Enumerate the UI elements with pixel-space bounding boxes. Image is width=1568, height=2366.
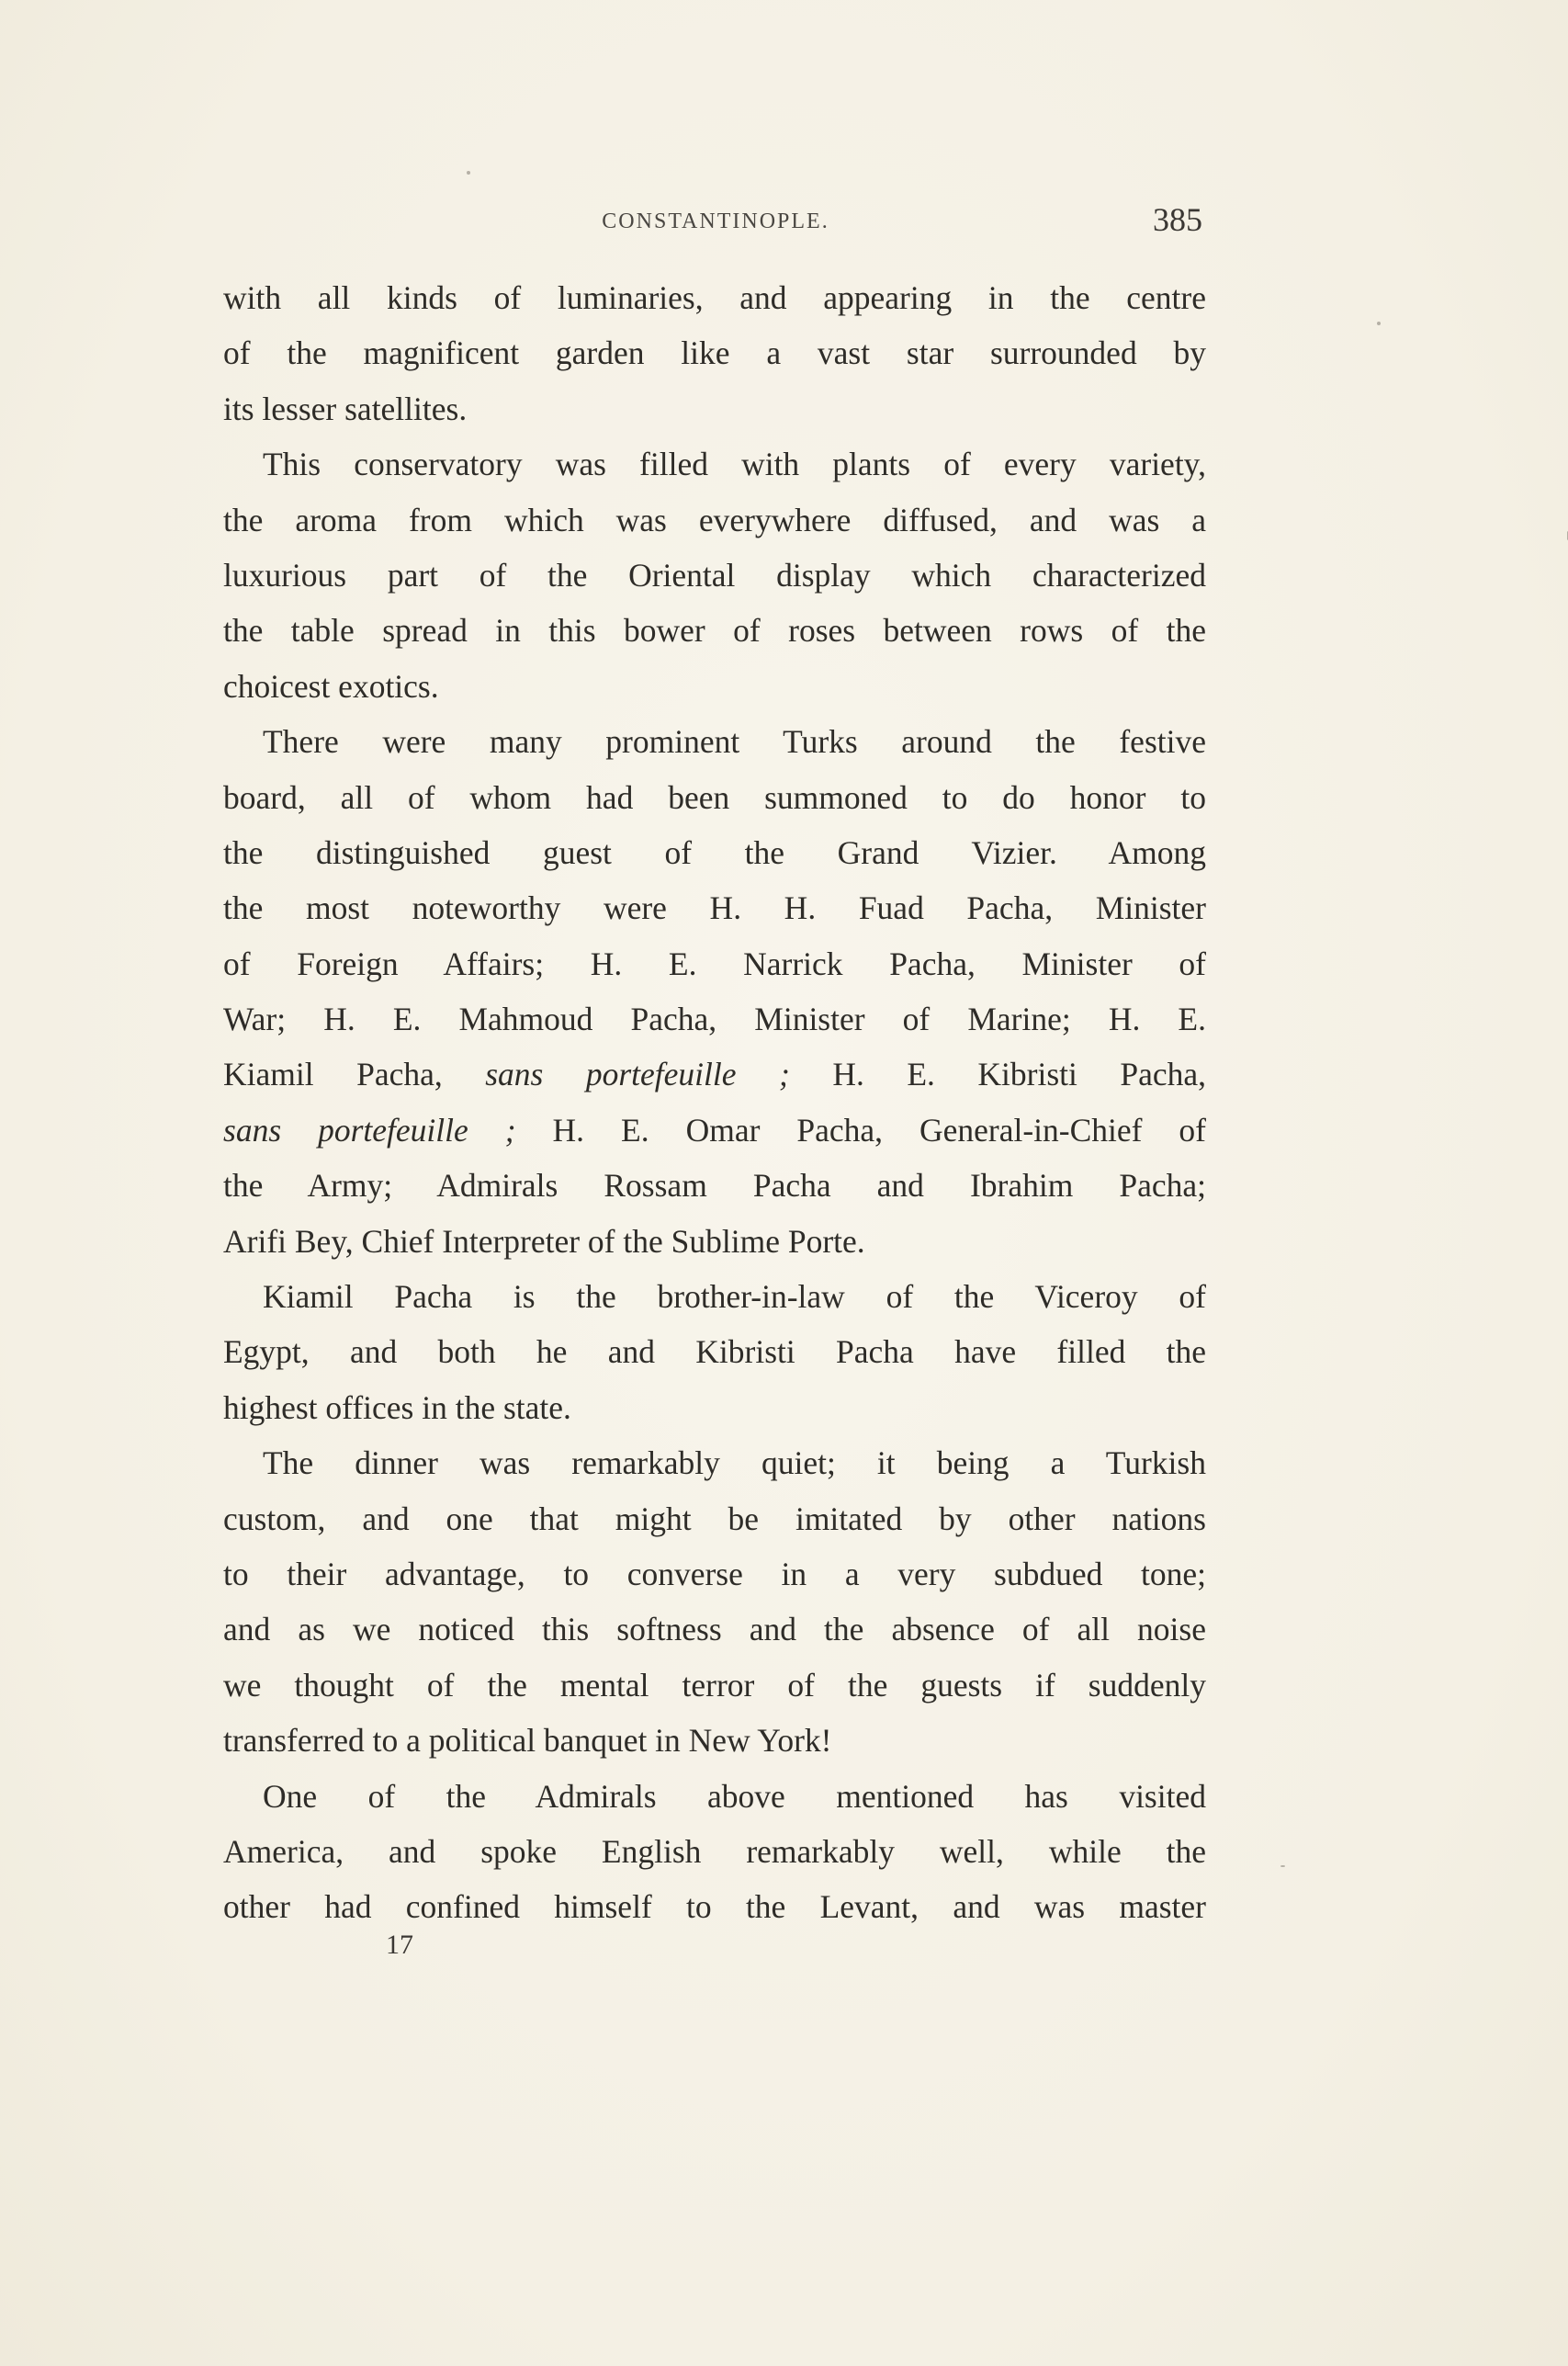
paragraph bbox=[223, 714, 1206, 1269]
text-run: H. E. Omar Pacha, General-in-Chief of bbox=[515, 1111, 1206, 1149]
body-text bbox=[223, 270, 1206, 1935]
text-line: of Foreign Affairs; H. E. Narrick Pacha, Minister of bbox=[223, 945, 1206, 982]
text-run: Kiamil Pacha, bbox=[223, 1056, 486, 1093]
paper-speck bbox=[1377, 322, 1381, 325]
italic-text-run: sans portefeuille ; bbox=[485, 1056, 790, 1093]
text-line: with all kinds of luminaries, and appearing in the centre bbox=[223, 279, 1206, 316]
paragraph bbox=[223, 1435, 1206, 1768]
italic-text-run: sans portefeuille ; bbox=[223, 1111, 516, 1149]
text-line: Kiamil Pacha is the brother-in-law of the Viceroy of bbox=[263, 1278, 1206, 1316]
text-line: board, all of whom had been summoned to do honor to bbox=[223, 778, 1206, 816]
text-line: the most noteworthy were H. H. Fuad Pacha, Minister bbox=[223, 889, 1206, 927]
paragraph bbox=[223, 270, 1206, 436]
text-line: of the magnificent garden like a vast star surrounded by bbox=[223, 334, 1206, 372]
text-line bbox=[223, 1047, 1206, 1102]
paragraph bbox=[223, 1769, 1206, 1935]
text-run: H. E. Kibristi Pacha, bbox=[789, 1056, 1207, 1093]
text-line: Egypt, and both he and Kibristi Pacha have filled the bbox=[223, 1333, 1206, 1371]
paragraph bbox=[223, 1269, 1206, 1435]
text-line: to their advantage, to converse in a very subdued tone; bbox=[223, 1555, 1206, 1592]
text-line: America, and spoke English remarkably well, while the bbox=[223, 1832, 1206, 1870]
page-header bbox=[225, 200, 1206, 246]
signature-mark: 17 bbox=[386, 1930, 413, 1960]
page-number: 385 bbox=[1153, 201, 1202, 238]
text-line: One of the Admirals above mentioned has visited bbox=[263, 1777, 1206, 1815]
paper-speck bbox=[467, 171, 470, 175]
text-line: we thought of the mental terror of the guests if suddenly bbox=[223, 1666, 1206, 1704]
paper-speck bbox=[1280, 1865, 1285, 1867]
text-line: its lesser satellites. bbox=[223, 390, 468, 427]
running-head: CONSTANTINOPLE. bbox=[602, 209, 829, 233]
text-line: highest offices in the state. bbox=[223, 1388, 571, 1426]
text-line: choicest exotics. bbox=[223, 667, 439, 705]
text-line: War; H. E. Mahmoud Pacha, Minister of Marine; H. E. bbox=[223, 1001, 1206, 1038]
text-line: and as we noticed this softness and the absence of all noise bbox=[223, 1611, 1206, 1648]
text-line: luxurious part of the Oriental display which characterized bbox=[223, 556, 1206, 594]
text-line: The dinner was remarkably quiet; it being a Turkish bbox=[263, 1444, 1206, 1482]
text-line: There were many prominent Turks around the festive bbox=[263, 723, 1206, 761]
text-line: the distinguished guest of the Grand Vizier. Among bbox=[223, 833, 1206, 871]
text-line: custom, and one that might be imitated by other nations bbox=[223, 1500, 1206, 1537]
text-line: This conservatory was filled with plants of every variety, bbox=[263, 446, 1206, 483]
paragraph bbox=[223, 436, 1206, 714]
text-line: the aroma from which was everywhere diffused, and was a bbox=[223, 501, 1206, 538]
text-line: other had confined himself to the Levant, and was master bbox=[223, 1888, 1206, 1926]
text-line: transferred to a political banquet in New York! bbox=[223, 1722, 832, 1760]
text-line: the table spread in this bower of roses between rows of the bbox=[223, 612, 1206, 650]
text-line bbox=[223, 1103, 1206, 1158]
text-line: Arifi Bey, Chief Interpreter of the Sublime Porte. bbox=[223, 1222, 865, 1260]
text-line: the Army; Admirals Rossam Pacha and Ibrahim Pacha; bbox=[223, 1167, 1206, 1205]
